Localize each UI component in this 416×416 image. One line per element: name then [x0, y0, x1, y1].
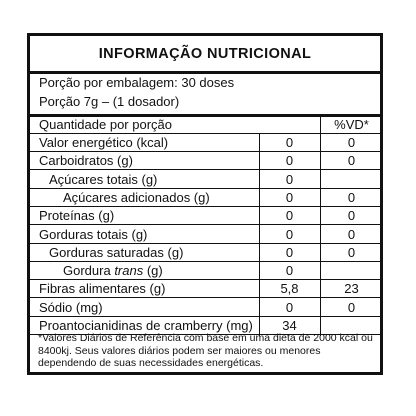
nutrient-name: Açúcares totais (g) [49, 171, 158, 187]
nutrient-amount: 0 [285, 171, 294, 187]
nutrition-facts-label [27, 33, 383, 375]
servings-per-package: Porção por embalagem: 30 doses [39, 75, 235, 90]
nutrient-name [63, 263, 163, 278]
nutrient-vd: 0 [347, 208, 356, 224]
table-row [30, 207, 380, 225]
nutrient-amount: 34 [282, 318, 297, 333]
nutrient-name-prefix: Gordura [63, 263, 115, 279]
nutrient-name: Proteínas (g) [39, 208, 115, 224]
label-title: INFORMAÇÃO NUTRICIONAL [98, 46, 312, 62]
nutrient-name: Sódio (mg) [39, 299, 103, 315]
nutrient-vd: 0 [347, 299, 356, 315]
nutrient-amount: 0 [285, 135, 294, 150]
table-row [30, 134, 380, 152]
header-vd: %VD* [334, 117, 369, 132]
footnote: *Valores Diários de Referência com base em uma dieta de 2000 kcal ou 8400kj. Seus valores diários podem ser maiores ou menores dependendo de suas necessidades energéticas. [38, 332, 373, 369]
nutrient-name: Valor energético (kcal) [39, 135, 169, 150]
table-row [30, 152, 380, 170]
nutrient-amount: 0 [285, 263, 294, 279]
table-row [30, 262, 380, 280]
portion-size: Porção 7g – (1 dosador) [39, 94, 180, 109]
nutrient-name-suffix: (g) [143, 263, 163, 279]
nutrient-vd: 0 [347, 135, 356, 150]
table-row [30, 226, 380, 244]
nutrient-amount: 0 [285, 153, 294, 169]
nutrient-vd: 0 [347, 226, 356, 242]
table-row [30, 299, 380, 317]
nutrient-vd: 0 [347, 189, 356, 205]
table-row [30, 171, 380, 189]
title-divider [30, 71, 380, 74]
nutrient-name: Açúcares adicionados (g) [63, 189, 210, 205]
nutrient-name: Gorduras totais (g) [39, 226, 148, 242]
nutrient-name: Proantocianidinas de cramberry (mg) [39, 318, 253, 333]
nutrient-amount: 0 [285, 208, 294, 224]
nutrient-amount: 0 [285, 244, 294, 260]
nutrient-vd: 0 [347, 153, 356, 169]
nutrient-amount: 5,8 [280, 281, 299, 297]
nutrient-amount: 0 [285, 189, 294, 205]
table-row [30, 244, 380, 262]
nutrient-vd: 0 [347, 244, 356, 260]
table-row [30, 189, 380, 207]
nutrient-name: Carboidratos (g) [39, 153, 133, 169]
nutrient-name: Fibras alimentares (g) [39, 281, 166, 297]
nutrient-amount: 0 [285, 226, 294, 242]
header-quantity: Quantidade por porção [39, 117, 172, 132]
nutrient-name-italic: trans [114, 263, 144, 279]
nutrient-amount: 0 [285, 299, 294, 315]
nutrient-vd: 23 [344, 281, 359, 297]
nutrient-name: Gorduras saturadas (g) [49, 244, 184, 260]
table-row [30, 280, 380, 298]
